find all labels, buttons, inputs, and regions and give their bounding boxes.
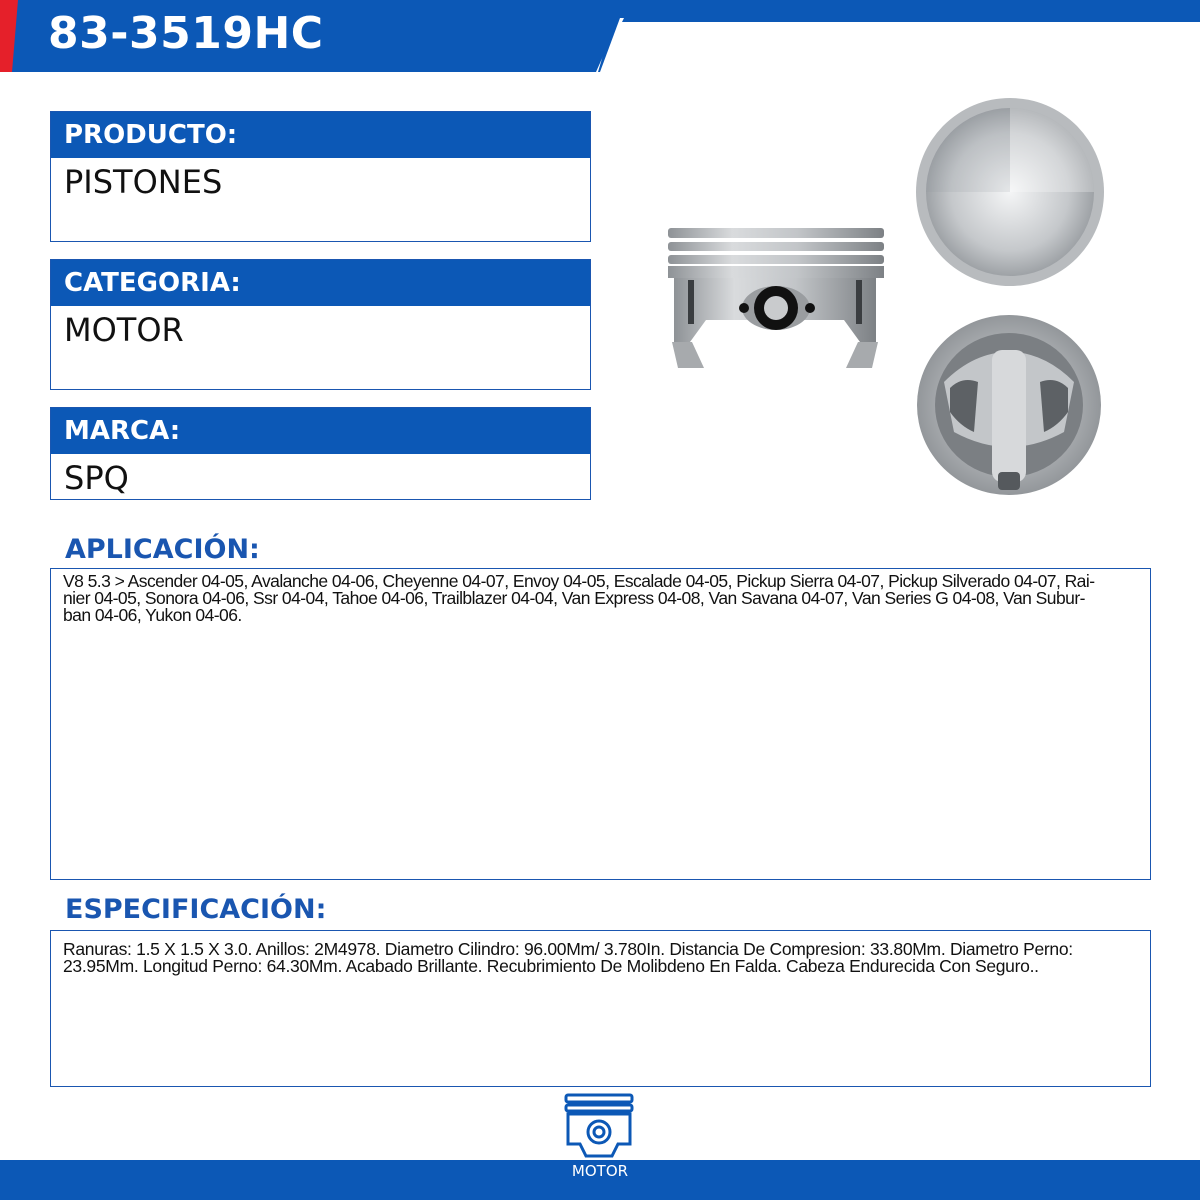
piston-icon [558, 1092, 640, 1158]
footer-category-label: MOTOR [571, 1162, 629, 1180]
aplicacion-text-box [50, 568, 1151, 880]
categoria-field [50, 259, 591, 390]
categoria-label: CATEGORIA: [51, 260, 590, 306]
especificacion-heading: ESPECIFICACIÓN: [65, 894, 327, 925]
piston-top-view-image [914, 96, 1106, 288]
producto-field [50, 111, 591, 242]
categoria-value: MOTOR [64, 311, 184, 349]
part-number-title: 83-3519HC [48, 8, 324, 59]
aplicacion-line: ban 04-06, Yukon 04-06. [63, 605, 242, 625]
producto-value: PISTONES [64, 163, 223, 201]
piston-bottom-view-image [914, 312, 1104, 498]
marca-label: MARCA: [51, 408, 590, 454]
aplicacion-line: nier 04-05, Sonora 04-06, Ssr 04-04, Tahoe 04-06, Trailblazer 04-04, Van Express 04-08, Van Savana 04-07, Van Series G 04-08, Van Subur- [63, 588, 1085, 608]
especificacion-line: 23.95Mm. Longitud Perno: 64.30Mm. Acabado Brillante. Recubrimiento De Molibdeno En Falda. Cabeza Endurecida Con Seguro.. [63, 956, 1039, 976]
marca-value: SPQ [64, 459, 129, 497]
aplicacion-line: V8 5.3 > Ascender 04-05, Avalanche 04-06, Cheyenne 04-07, Envoy 04-05, Escalade 04-05, Pickup Sierra 04-07, Pickup Silverado 04-07, Rai- [63, 571, 1095, 591]
aplicacion-heading: APLICACIÓN: [65, 534, 260, 565]
marca-field [50, 407, 591, 500]
especificacion-text-box [50, 930, 1151, 1087]
especificacion-line: Ranuras: 1.5 X 1.5 X 3.0. Anillos: 2M4978. Diametro Cilindro: 96.00Mm/ 3.780In. Distancia De Compresion: 33.80Mm. Diametro Perno: [63, 939, 1073, 959]
piston-side-view-image [664, 222, 886, 368]
producto-label: PRODUCTO: [51, 112, 590, 158]
header-band [0, 0, 1200, 72]
